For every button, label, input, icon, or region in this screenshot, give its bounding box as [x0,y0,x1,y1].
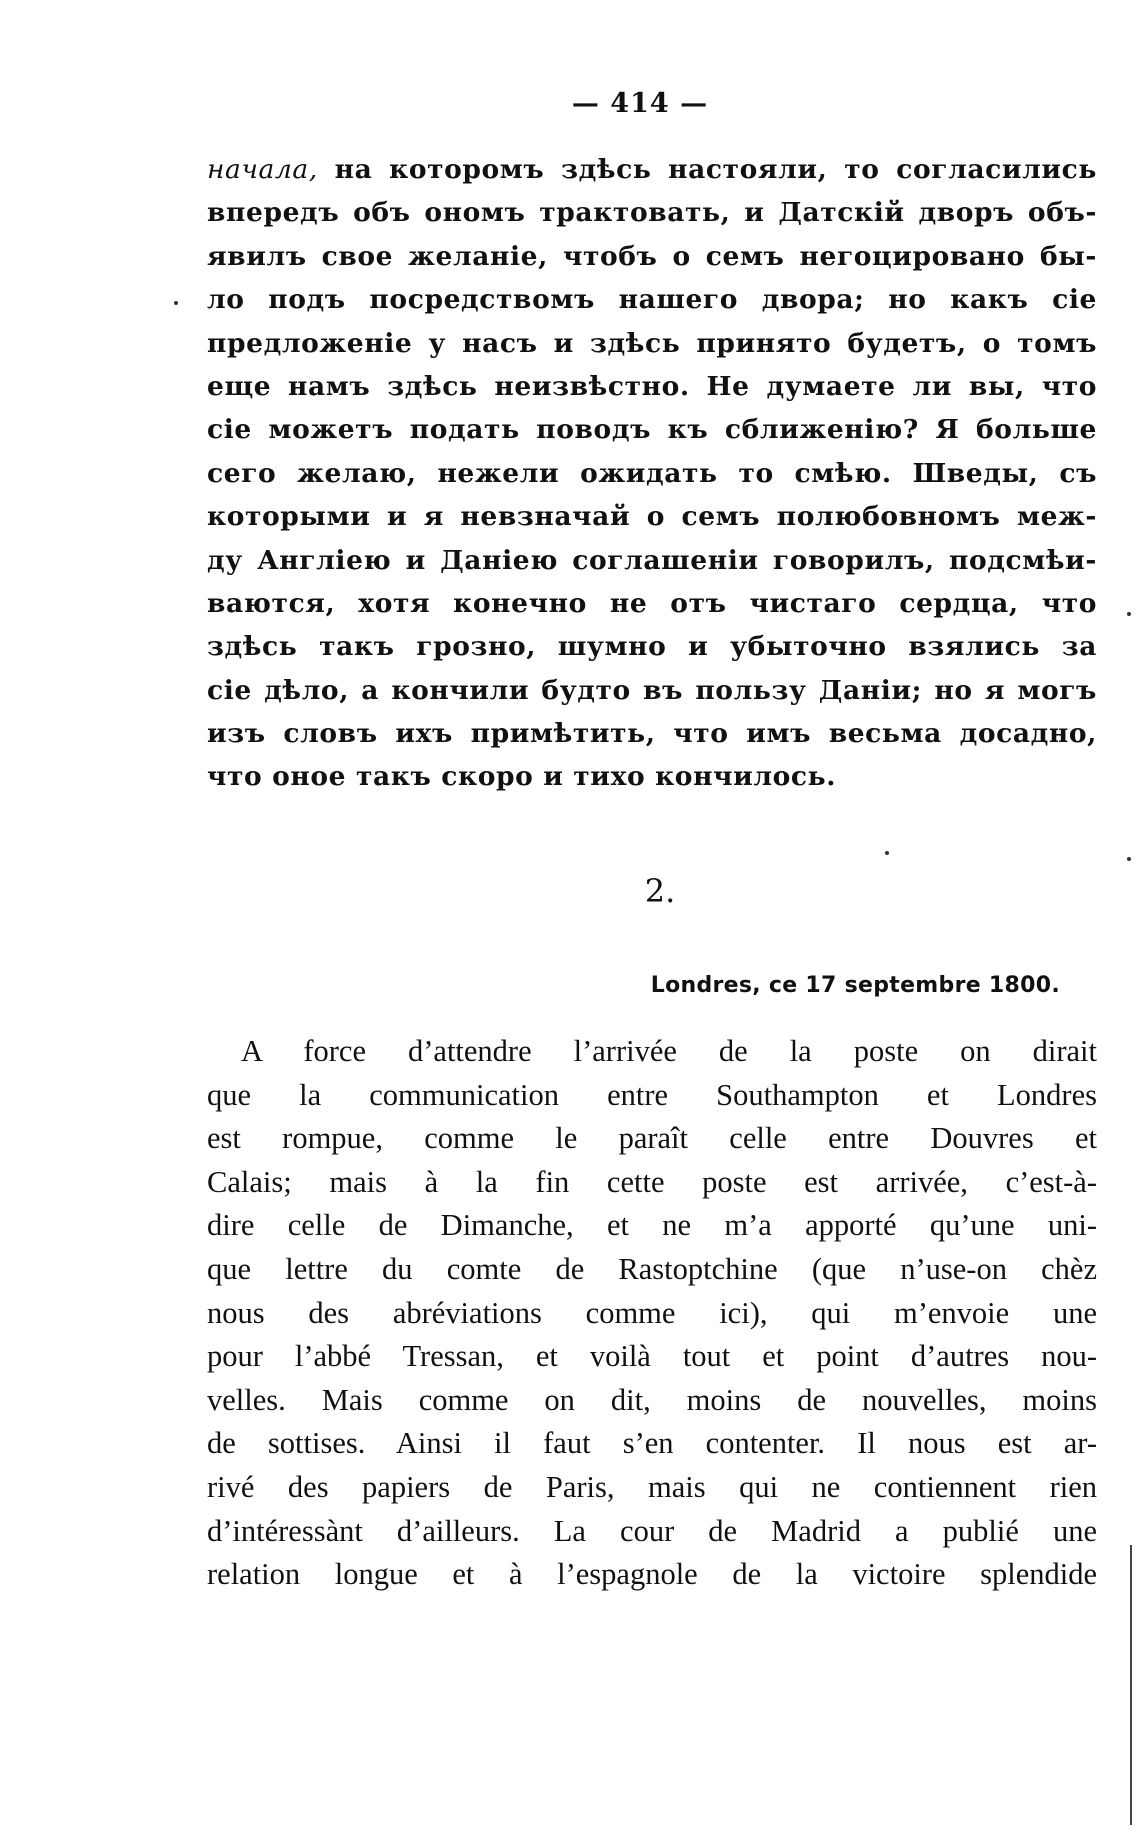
text-line: est rompue, comme le paraît celle entre Douvres et [207,1121,1097,1156]
text-line: Calais; mais à la fin cette poste est arrivée, c’est-à- [207,1164,1097,1199]
text-line: de sottises. Ainsi il faut s’en contenter. Il nous est ar- [207,1426,1097,1461]
text-line: предложеніе у насъ и здѣсь принято будетъ, о томъ [207,327,1097,359]
text-line: que lettre du comte de Rastoptchine (que n’use-on chèz [207,1251,1097,1286]
text-line: что оное такъ скоро и тихо кончилось. [207,761,837,793]
margin-speck [1127,612,1131,616]
text-line: que la communication entre Southampton et Londres [207,1077,1097,1112]
letter-number: 2. [644,872,676,910]
text-line: ло подъ посредствомъ нашего двора; но какъ сіе [207,284,1097,316]
page-number: — 414 — [571,88,709,119]
text-line: ду Англіею и Даніею соглашеніи говорилъ, подсмѣи- [207,544,1097,576]
text-line: relation longue et à l’espagnole de la victoire splendide [207,1557,1097,1592]
text-line: еще намъ здѣсь неизвѣстно. Не думаете ли вы, что [207,370,1097,402]
text-line: nous des abréviations comme ici), qui m’envoie une [207,1295,1097,1330]
scan-edge-line [1130,1545,1132,1825]
text-line: которыми и я невзначай о семъ полюбовномъ меж- [207,501,1097,533]
russian-paragraph [207,148,1097,799]
text-line: явилъ свое желаніе, чтобъ о семъ негоцировано бы- [207,240,1097,272]
text-line: rivé des papiers de Paris, mais qui ne contiennent rien [207,1469,1097,1504]
text-line: сего желаю, нежели ожидать то смѣю. Шведы, съ [207,457,1097,489]
italic-word: начала, [207,154,318,185]
margin-speck [885,851,889,855]
text-line: впередъ объ ономъ трактовать, и Датскій дворъ объ- [207,197,1097,229]
text-line: сіе можетъ подать поводъ къ сближенію? Я больше [207,414,1097,446]
text-line [207,148,1097,191]
text-line: здѣсь такъ грозно, шумно и убыточно взялись за [207,631,1097,663]
text-line: d’intéressànt d’ailleurs. La cour de Madrid a publié une [207,1513,1097,1548]
text-line: dire celle de Dimanche, et ne m’a apporté qu’une uni- [207,1208,1097,1243]
text-fragment: на которомъ здѣсь настояли, то согласились [317,154,1097,185]
text-line: изъ словъ ихъ примѣтить, что имъ весьма досадно, [207,718,1097,750]
text-line: сіе дѣло, а кончили будто въ пользу Даніи; но я могъ [207,674,1097,706]
margin-speck [1127,857,1131,861]
text-line: velles. Mais comme on dit, moins de nouvelles, moins [207,1382,1097,1417]
letter-date-line: Londres, ce 17 septembre 1800. [650,973,1060,998]
french-paragraph [207,1030,1097,1597]
text-line: pour l’abbé Tressan, et voilà tout et point d’autres nou- [207,1339,1097,1374]
text-line: ваются, хотя конечно не отъ чистаго сердца, что [207,587,1097,619]
text-line: A force d’attendre l’arrivée de la poste on dirait [241,1034,1097,1068]
margin-speck [174,301,178,305]
